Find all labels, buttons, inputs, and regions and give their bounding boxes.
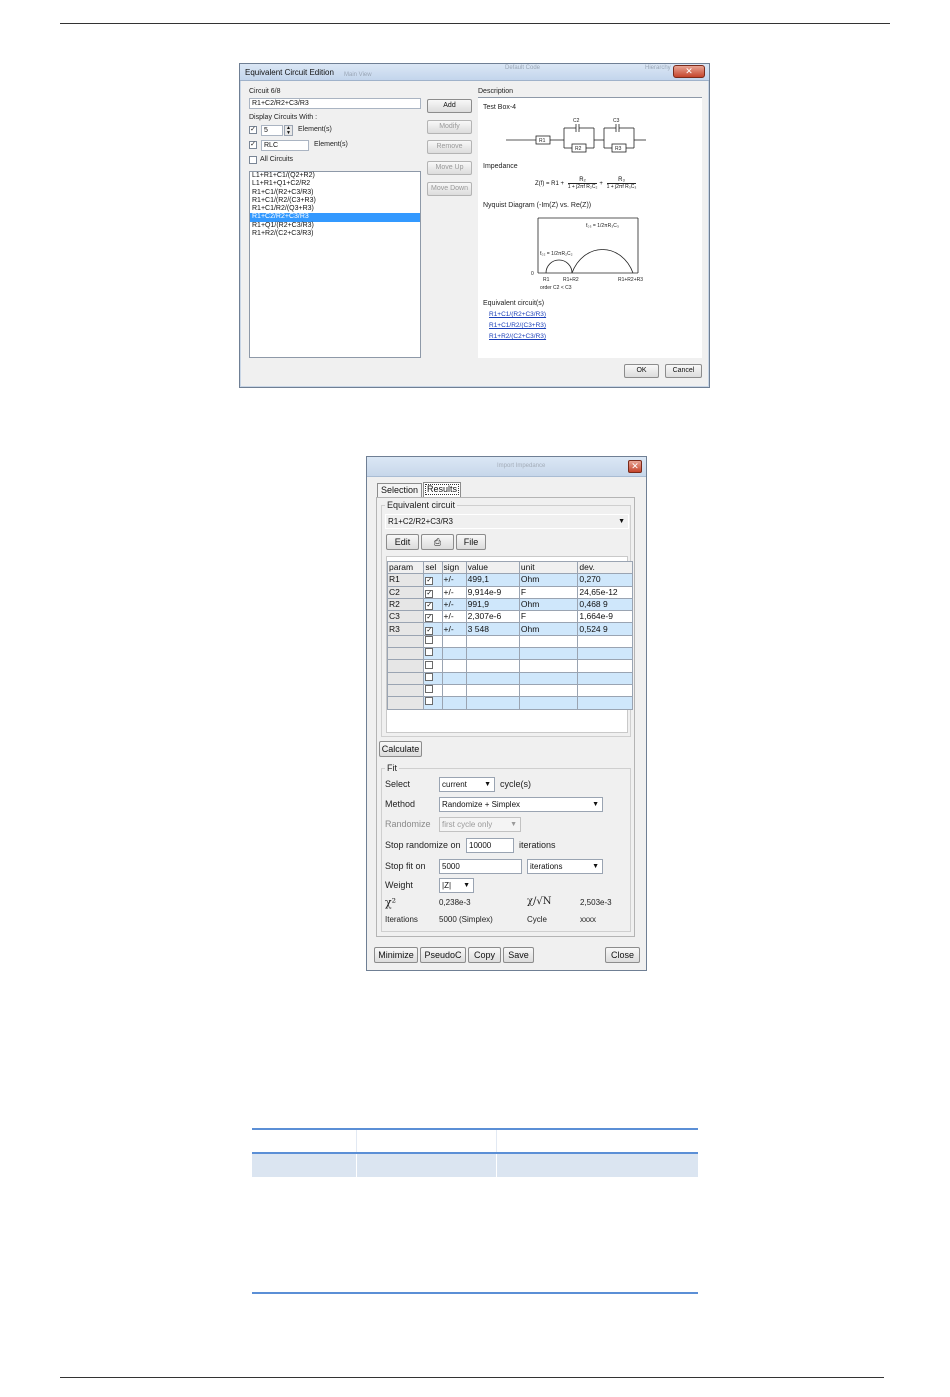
weight-value: |Z|	[442, 881, 452, 890]
ghost-text: Hierarchy	[645, 65, 671, 71]
unit-cell	[519, 635, 577, 647]
chi-sqrt-n-value: 2,503e-3	[580, 898, 612, 907]
unit-cell	[519, 684, 577, 696]
table-bottom-rule	[252, 1292, 698, 1294]
select-checkbox[interactable]	[425, 697, 433, 705]
sel-cell[interactable]	[424, 684, 442, 696]
fraction-1: R₂ 1 + j2πf R₂C₂	[567, 177, 598, 190]
list-item[interactable]: R1+R2/(C2+C3/R3)	[252, 230, 314, 238]
select-checkbox[interactable]: ✓	[426, 577, 433, 585]
dev-cell: 1,664e-9	[578, 611, 633, 623]
stop-randomize-field[interactable]: 10000	[466, 838, 514, 853]
column-header[interactable]: unit	[519, 562, 577, 574]
table-row[interactable]	[388, 598, 633, 610]
chevron-down-icon: ▼	[618, 518, 625, 525]
add-button[interactable]: Add	[427, 99, 472, 113]
select-checkbox[interactable]	[425, 661, 433, 669]
sign-cell	[442, 697, 466, 709]
chevron-down-icon: ▼	[463, 882, 470, 889]
dev-cell	[578, 635, 633, 647]
equivalent-circuit-title: Equivalent circuit	[387, 500, 456, 510]
formula-text: Z(f) = R1 +	[535, 181, 565, 188]
table-row-empty[interactable]	[388, 660, 633, 672]
file-button[interactable]: File	[456, 534, 486, 550]
unit-cell: Ohm	[519, 598, 577, 610]
value-cell[interactable]	[466, 684, 519, 696]
method-dropdown[interactable]	[439, 797, 603, 812]
param-cell: R2	[388, 598, 424, 610]
unit-cell	[519, 697, 577, 709]
chevron-down-icon: ▼	[510, 821, 517, 828]
r1r2-tick: R1+R2	[563, 277, 579, 283]
remove-button[interactable]: Remove	[427, 140, 472, 154]
ok-button[interactable]: OK	[624, 364, 659, 378]
column-separator	[356, 1154, 357, 1177]
circuit-dropdown[interactable]	[385, 514, 629, 529]
param-cell: C3	[388, 611, 424, 623]
value-cell[interactable]: 499,1	[466, 574, 519, 586]
param-cell	[388, 684, 424, 696]
move-up-button[interactable]: Move Up	[427, 161, 472, 175]
dev-cell: 0,468 9	[578, 598, 633, 610]
column-header[interactable]: sel	[424, 562, 442, 574]
select-dropdown[interactable]	[439, 777, 495, 792]
cycle-value: xxxx	[580, 915, 596, 924]
sign-cell	[442, 684, 466, 696]
cancel-button[interactable]: Cancel	[665, 364, 702, 378]
table-row-empty[interactable]	[388, 684, 633, 696]
sign-cell	[442, 660, 466, 672]
stop-fit-field[interactable]: 5000	[439, 859, 522, 874]
window-title: Equivalent Circuit Edition	[245, 68, 334, 77]
element-types-checkbox[interactable]: ✓	[250, 141, 256, 148]
dev-cell: 0,524 9	[578, 623, 633, 635]
save-button[interactable]: Save	[503, 947, 534, 963]
param-cell	[388, 672, 424, 684]
svg-text:f₀₂ = 1/2πR₂C₂: f₀₂ = 1/2πR₂C₂	[540, 251, 573, 257]
table-row-empty[interactable]	[388, 672, 633, 684]
ghost-title: Import Impedance	[497, 463, 546, 469]
close-button[interactable]: Close	[605, 947, 640, 963]
results-panel	[376, 497, 635, 937]
method-label: Method	[385, 799, 416, 809]
r1-label: R1	[539, 138, 546, 144]
elements-count-field[interactable]: 5	[261, 125, 283, 136]
element-types-field[interactable]: RLC	[261, 140, 309, 151]
method-value: Randomize + Simplex	[442, 800, 521, 809]
equivalent-circuit-link[interactable]: R1+C1/(R2+C3/R3)	[489, 311, 547, 318]
sign-cell: +/-	[442, 611, 466, 623]
list-item[interactable]: L1+R1+C1/(Q2+R2)	[252, 172, 315, 179]
sel-cell[interactable]	[424, 648, 442, 660]
impedance-formula: Z(f) = R1 + R₂ 1 + j2πf R₂C₂ + R₃ 1 + j2πf R₃C₃	[535, 177, 637, 190]
param-cell	[388, 648, 424, 660]
dev-cell	[578, 684, 633, 696]
randomize-label: Randomize	[385, 819, 431, 829]
column-separator	[496, 1154, 497, 1177]
equivalent-circuit-edition-dialog	[239, 63, 710, 388]
param-cell: C2	[388, 586, 424, 598]
param-cell: R1	[388, 574, 424, 586]
sel-cell[interactable]	[424, 574, 442, 586]
circuit-list[interactable]	[249, 171, 421, 358]
value-cell[interactable]: 2,307e-6	[466, 611, 519, 623]
spinner-icon[interactable]: ▲ ▼	[284, 125, 293, 136]
chevron-down-icon: ▼	[592, 801, 599, 808]
randomize-value: first cycle only	[442, 820, 493, 829]
sel-cell[interactable]	[424, 697, 442, 709]
sign-cell	[442, 648, 466, 660]
list-item[interactable]: R1+C1/R2/(Q3+R3)	[252, 205, 314, 213]
print-icon[interactable]: ⎙	[421, 534, 454, 550]
weight-dropdown[interactable]	[439, 878, 474, 893]
weight-label: Weight	[385, 880, 413, 890]
c3-label: C3	[613, 118, 620, 124]
ghost-text: Default Code	[505, 65, 541, 71]
sign-cell: +/-	[442, 623, 466, 635]
equivalent-circuits-label: Equivalent circuit(s)	[483, 300, 545, 307]
table-row-empty[interactable]	[388, 635, 633, 647]
elements-label: Element(s)	[298, 126, 332, 133]
select-checkbox[interactable]	[425, 648, 433, 656]
sel-cell[interactable]	[424, 586, 442, 598]
iterations-result-label: Iterations	[385, 915, 418, 924]
value-cell[interactable]	[466, 648, 519, 660]
value-cell[interactable]	[466, 697, 519, 709]
page-bottom-rule	[60, 1377, 884, 1378]
fraction-2: R₃ 1 + j2πf R₃C₃	[606, 177, 637, 190]
unit-cell: Ohm	[519, 623, 577, 635]
impedance-label: Impedance	[483, 163, 518, 170]
table-row[interactable]	[388, 574, 633, 586]
sign-cell: +/-	[442, 598, 466, 610]
origin-label: 0	[531, 271, 534, 277]
edit-button[interactable]: Edit	[386, 534, 419, 550]
unit-cell: F	[519, 586, 577, 598]
select-checkbox[interactable]: ✓	[426, 626, 433, 634]
iterations-label: iterations	[519, 840, 556, 850]
column-separator	[356, 1130, 357, 1154]
unit-cell: F	[519, 611, 577, 623]
cycle-label: Cycle	[527, 915, 548, 924]
select-value: current	[442, 780, 467, 789]
list-item[interactable]: L1+R1+Q1+C2/R2	[252, 180, 311, 188]
unit-cell	[519, 660, 577, 672]
param-cell	[388, 660, 424, 672]
c2-label: C2	[573, 118, 580, 124]
move-down-button[interactable]: Move Down	[427, 182, 472, 196]
dev-cell: 24,65e-12	[578, 586, 633, 598]
unit-cell	[519, 648, 577, 660]
stop-fit-unit-dropdown[interactable]	[527, 859, 603, 874]
calculate-button[interactable]: Calculate	[379, 741, 422, 757]
select-checkbox[interactable]	[425, 685, 433, 693]
table-row-empty[interactable]	[388, 697, 633, 709]
dev-cell	[578, 697, 633, 709]
chi-sqrt-n-label: χ/√N	[527, 896, 552, 907]
title-bar[interactable]	[367, 457, 646, 477]
table-row[interactable]	[388, 623, 633, 635]
stop-fit-label: Stop fit on	[385, 861, 426, 871]
close-icon[interactable]: ✕	[673, 65, 705, 78]
list-item-selected[interactable]: R1+C2/R2+C3/R3	[250, 213, 420, 221]
table-row-empty[interactable]	[388, 648, 633, 660]
all-circuits-checkbox[interactable]	[249, 156, 257, 164]
value-cell[interactable]: 991,9	[466, 598, 519, 610]
table-top-rule	[252, 1128, 698, 1130]
table-header-row	[388, 562, 633, 574]
column-header[interactable]: sign	[442, 562, 466, 574]
pseudoc-button[interactable]: PseudoC	[420, 947, 466, 963]
tab-results[interactable]: Results	[423, 482, 461, 497]
dev-cell	[578, 660, 633, 672]
select-checkbox[interactable]: ✓	[426, 614, 433, 622]
unit-cell	[519, 672, 577, 684]
iterations-result-value: 5000 (Simplex)	[439, 915, 493, 924]
chevron-down-icon: ▼	[592, 863, 599, 870]
equivalent-circuit-link[interactable]: R1+R2/(C2+C3/R3)	[489, 333, 547, 340]
sel-cell[interactable]	[424, 672, 442, 684]
svg-text:f₀₃ = 1/2πR₃C₃: f₀₃ = 1/2πR₃C₃	[586, 223, 619, 229]
circuit-counter: Circuit 6/8	[249, 88, 281, 95]
sel-cell[interactable]	[424, 623, 442, 635]
fit-title: Fit	[387, 763, 397, 773]
value-cell[interactable]: 9,914e-9	[466, 586, 519, 598]
r1-tick: R1	[543, 277, 550, 283]
circuit-field[interactable]: R1+C2/R2+C3/R3	[249, 98, 421, 109]
minimize-button[interactable]: Minimize	[374, 947, 418, 963]
element-types-label: Element(s)	[314, 141, 348, 148]
r2-label: R2	[575, 146, 582, 152]
sel-cell[interactable]	[424, 611, 442, 623]
param-cell: R3	[388, 623, 424, 635]
test-box-label: Test Box-4	[483, 104, 517, 111]
sign-cell: +/-	[442, 586, 466, 598]
dev-cell	[578, 672, 633, 684]
select-checkbox[interactable]: ✓	[426, 589, 433, 597]
sign-cell	[442, 635, 466, 647]
column-separator	[496, 1130, 497, 1154]
close-icon[interactable]: ✕	[628, 460, 642, 473]
param-cell	[388, 697, 424, 709]
param-cell	[388, 635, 424, 647]
table-row[interactable]	[388, 586, 633, 598]
all-circuits-label: All Circuits	[260, 156, 294, 163]
table-row[interactable]	[388, 611, 633, 623]
stop-randomize-label: Stop randomize on	[385, 840, 461, 850]
sel-cell[interactable]	[424, 660, 442, 672]
display-with-label: Display Circuits With :	[249, 114, 318, 121]
column-header[interactable]: param	[388, 562, 424, 574]
modify-button[interactable]: Modify	[427, 120, 472, 134]
r1r2r3-tick: R1+R2+R3	[618, 277, 644, 283]
equivalent-circuit-link[interactable]: R1+C1/R2/(C3+R3)	[489, 322, 547, 329]
value-cell[interactable]	[466, 672, 519, 684]
elements-count-checkbox[interactable]: ✓	[250, 126, 256, 133]
select-checkbox[interactable]: ✓	[426, 602, 433, 610]
nyquist-diagram	[528, 213, 658, 298]
nyquist-label: Nyquist Diagram (-Im(Z) vs. Re(Z))	[483, 202, 592, 209]
chi-squared-value: 0,238e-3	[439, 898, 471, 907]
sel-cell[interactable]	[424, 598, 442, 610]
sign-cell: +/-	[442, 574, 466, 586]
list-item[interactable]: R1+C1/(R2+C3/R3)	[252, 188, 314, 196]
cycles-label: cycle(s)	[500, 779, 531, 789]
unit-cell: Ohm	[519, 574, 577, 586]
copy-button[interactable]: Copy	[468, 947, 501, 963]
value-cell[interactable]	[466, 660, 519, 672]
column-header[interactable]: dev.	[578, 562, 633, 574]
value-cell[interactable]: 3 548	[466, 623, 519, 635]
stop-fit-unit-value: iterations	[530, 862, 563, 871]
order-note: order C2 < C3	[540, 285, 572, 291]
dev-cell	[578, 648, 633, 660]
tab-selection[interactable]: Selection	[377, 483, 422, 497]
sign-cell	[442, 672, 466, 684]
list-item[interactable]: R1+Q1/(R2+C3/R3)	[252, 221, 314, 229]
select-label: Select	[385, 779, 411, 789]
results-table	[387, 561, 633, 710]
select-checkbox[interactable]	[425, 673, 433, 681]
column-header[interactable]: value	[466, 562, 519, 574]
page-top-rule	[60, 23, 890, 24]
circuit-dropdown-value: R1+C2/R2+C3/R3	[388, 517, 453, 526]
list-item[interactable]: R1+C1/(R2/(C3+R3)	[252, 196, 316, 204]
results-dialog	[366, 456, 647, 971]
title-bar[interactable]	[240, 64, 709, 81]
description-panel	[478, 97, 702, 358]
value-cell[interactable]	[466, 635, 519, 647]
dev-cell: 0,270	[578, 574, 633, 586]
ghost-text: Main View	[344, 72, 372, 78]
sel-cell[interactable]	[424, 635, 442, 647]
chi-squared-label: χ²	[385, 896, 397, 909]
circuit-schematic	[506, 115, 656, 157]
select-checkbox[interactable]	[425, 636, 433, 644]
description-label: Description	[478, 88, 514, 95]
table-band-row	[252, 1154, 698, 1177]
randomize-dropdown[interactable]	[439, 817, 521, 832]
chevron-down-icon: ▼	[484, 781, 491, 788]
r3-label: R3	[615, 146, 622, 152]
